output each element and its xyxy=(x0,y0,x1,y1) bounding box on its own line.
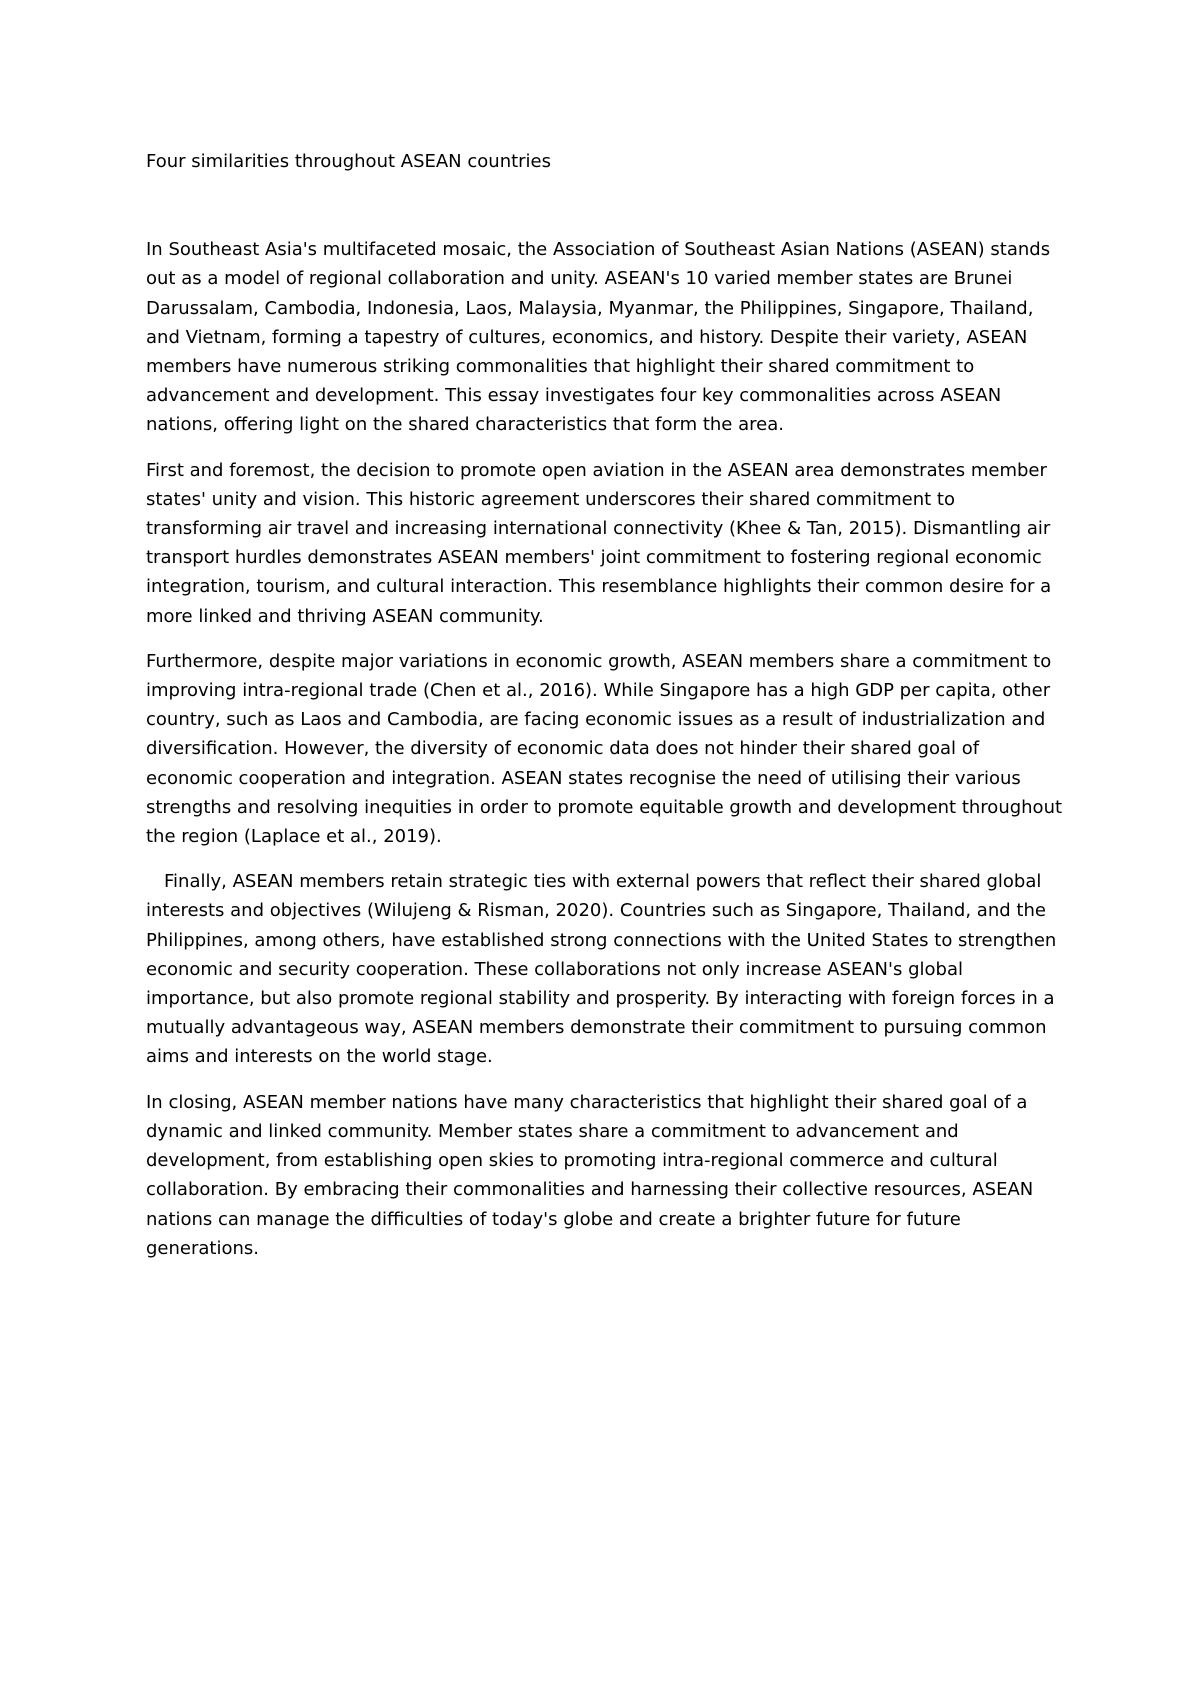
paragraph-external-ties: Finally, ASEAN members retain strategic ties with external powers that reflect their shared global interests and objectives (Wilujeng & Risman, 2020). Countries such as Singapore, Thailand, and the Philippines, among others, have established strong connections with the United States to strengthen economic and security cooperation. These collaborations not only increase ASEAN's global importance, but also promote regional stability and prosperity. By interacting with foreign forces in a mutually advantageous way, ASEAN members demonstrate their commitment to pursuing common aims and interests on the world stage. xyxy=(146,871,1057,1068)
paragraph-conclusion: In closing, ASEAN member nations have many characteristics that highlight their shared goal of a dynamic and linked community. Member states share a commitment to advancement and development, from establishing open skies to promoting intra-regional commerce and cultural collaboration. By embracing their commonalities and harnessing their collective resources, ASEAN nations can manage the difficulties of today's globe and create a brighter future for future generations. xyxy=(146,1091,1034,1259)
document-body xyxy=(146,147,1066,1279)
paragraph-introduction: In Southeast Asia's multifaceted mosaic, the Association of Southeast Asian Nations (ASEAN) stands out as a model of regional collaboration and unity. ASEAN's 10 varied member states are Brunei Darussalam, Cambodia, Indonesia, Laos, Malaysia, Myanmar, the Philippines, Singapore, Thailand, and Vietnam, forming a tapestry of cultures, economics, and history. Despite their variety, ASEAN members have numerous striking commonalities that highlight their shared commitment to advancement and development. This essay investigates four key commonalities across ASEAN nations, offering light on the shared characteristics that form the area. xyxy=(146,239,1051,436)
document-title: Four similarities throughout ASEAN countries xyxy=(146,151,552,172)
paragraph-open-aviation: First and foremost, the decision to promote open aviation in the ASEAN area demonstrates member states' unity and vision. This historic agreement underscores their shared commitment to transforming air travel and increasing international connectivity (Khee & Tan, 2015). Dismantling air transport hurdles demonstrates ASEAN members' joint commitment to fostering regional economic integration, tourism, and cultural interaction. This resemblance highlights their common desire for a more linked and thriving ASEAN community. xyxy=(146,459,1052,627)
paragraph-intra-regional-trade: Furthermore, despite major variations in economic growth, ASEAN members share a commitment to improving intra-regional trade (Chen et al., 2016). While Singapore has a high GDP per capita, other country, such as Laos and Cambodia, are facing economic issues as a result of industrialization and diversification. However, the diversity of economic data does not hinder their shared goal of economic cooperation and integration. ASEAN states recognise the need of utilising their various strengths and resolving inequities in order to promote equitable growth and development throughout the region (Laplace et al., 2019). xyxy=(146,650,1063,848)
